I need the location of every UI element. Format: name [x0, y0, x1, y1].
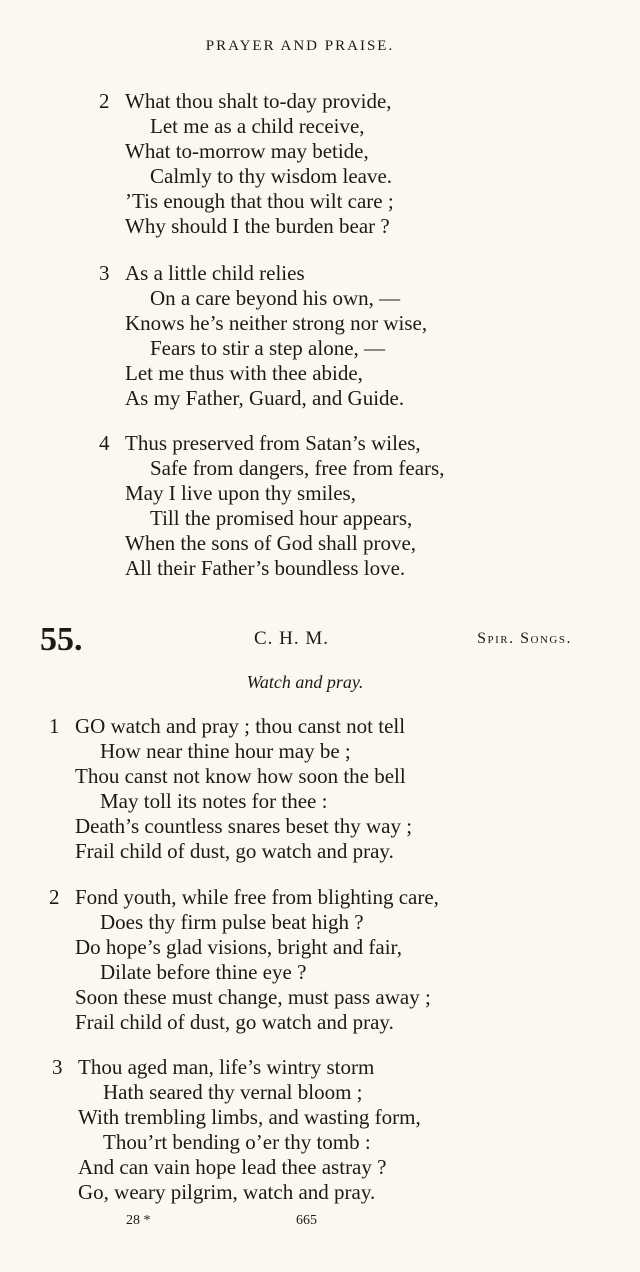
verse-line: Thou canst not know how soon the bell — [75, 764, 406, 788]
hymn-meter: C. H. M. — [254, 628, 330, 649]
verse-line: Thus preserved from Satan’s wiles, — [125, 431, 421, 455]
verse-line: Till the promised hour appears, — [150, 506, 413, 530]
verse-line: Thou aged man, life’s wintry storm — [78, 1055, 375, 1079]
verse-line: With trembling limbs, and wasting form, — [78, 1105, 421, 1129]
verse-line: ’Tis enough that thou wilt care ; — [125, 189, 394, 213]
verse-line: Calmly to thy wisdom leave. — [150, 164, 393, 188]
verse-line: Thou’rt bending o’er thy tomb : — [103, 1130, 371, 1154]
verse-line: Let me as a child receive, — [150, 114, 365, 138]
page-number: 665 — [296, 1213, 317, 1228]
verse-line: Do hope’s glad visions, bright and fair, — [75, 935, 402, 959]
verse-line: Safe from dangers, free from fears, — [150, 456, 445, 480]
running-head: PRAYER AND PRAISE. — [205, 38, 395, 54]
verse-line: What thou shalt to-day provide, — [125, 89, 392, 113]
verse-line: All their Father’s boundless love. — [125, 556, 406, 580]
hymn-number: 55. — [40, 621, 83, 658]
verse-line: When the sons of God shall prove, — [125, 531, 417, 555]
verse-line: Let me thus with thee abide, — [125, 361, 363, 385]
hymn-title: Watch and pray. — [246, 672, 364, 692]
verse-line: GO watch and pray ; thou canst not tell — [75, 714, 406, 738]
verse-line: Dilate before thine eye ? — [100, 960, 307, 984]
verse-line: Fond youth, while free from blighting care, — [75, 885, 439, 909]
verse-line: Knows he’s neither strong nor wise, — [125, 311, 428, 335]
stanza-54-2 — [99, 89, 394, 239]
verse-line: Death’s countless snares beset thy way ; — [75, 814, 413, 838]
verse-line: Frail child of dust, go watch and pray. — [75, 839, 394, 863]
verse-line: How near thine hour may be ; — [100, 739, 351, 763]
stanza-55-1 — [49, 714, 413, 864]
stanza-54-4 — [99, 431, 445, 581]
stanza-number: 2 — [99, 89, 110, 113]
stanza-54-3 — [99, 261, 428, 411]
verse-line: Fears to stir a step alone, — — [150, 336, 386, 360]
verse-line: Does thy firm pulse beat high ? — [100, 910, 364, 934]
stanza-55-3 — [52, 1055, 421, 1205]
verse-line: As a little child relies — [125, 261, 305, 285]
signature-mark: 28 * — [126, 1213, 151, 1228]
stanza-number: 3 — [99, 261, 110, 285]
stanza-number: 2 — [49, 885, 60, 909]
hymn-header — [40, 620, 580, 660]
verse-line: Why should I the burden bear ? — [125, 214, 390, 238]
verse-line: Frail child of dust, go watch and pray. — [75, 1010, 394, 1034]
verse-line: May I live upon thy smiles, — [125, 481, 356, 505]
verse-line: And can vain hope lead thee astray ? — [78, 1155, 387, 1179]
stanza-number: 3 — [52, 1055, 63, 1079]
stanza-55-2 — [49, 885, 439, 1035]
verse-line: On a care beyond his own, — — [150, 286, 401, 310]
stanza-number: 1 — [49, 714, 60, 738]
page-footer — [0, 1213, 640, 1233]
verse-line: Go, weary pilgrim, watch and pray. — [78, 1180, 376, 1204]
verse-line: What to-morrow may betide, — [125, 139, 369, 163]
hymn-source: Spir. Songs. — [477, 630, 572, 647]
verse-line: As my Father, Guard, and Guide. — [125, 386, 405, 410]
verse-line: Soon these must change, must pass away ; — [75, 985, 431, 1009]
verse-line: May toll its notes for thee : — [100, 789, 328, 813]
stanza-number: 4 — [99, 431, 110, 455]
verse-line: Hath seared thy vernal bloom ; — [103, 1080, 363, 1104]
